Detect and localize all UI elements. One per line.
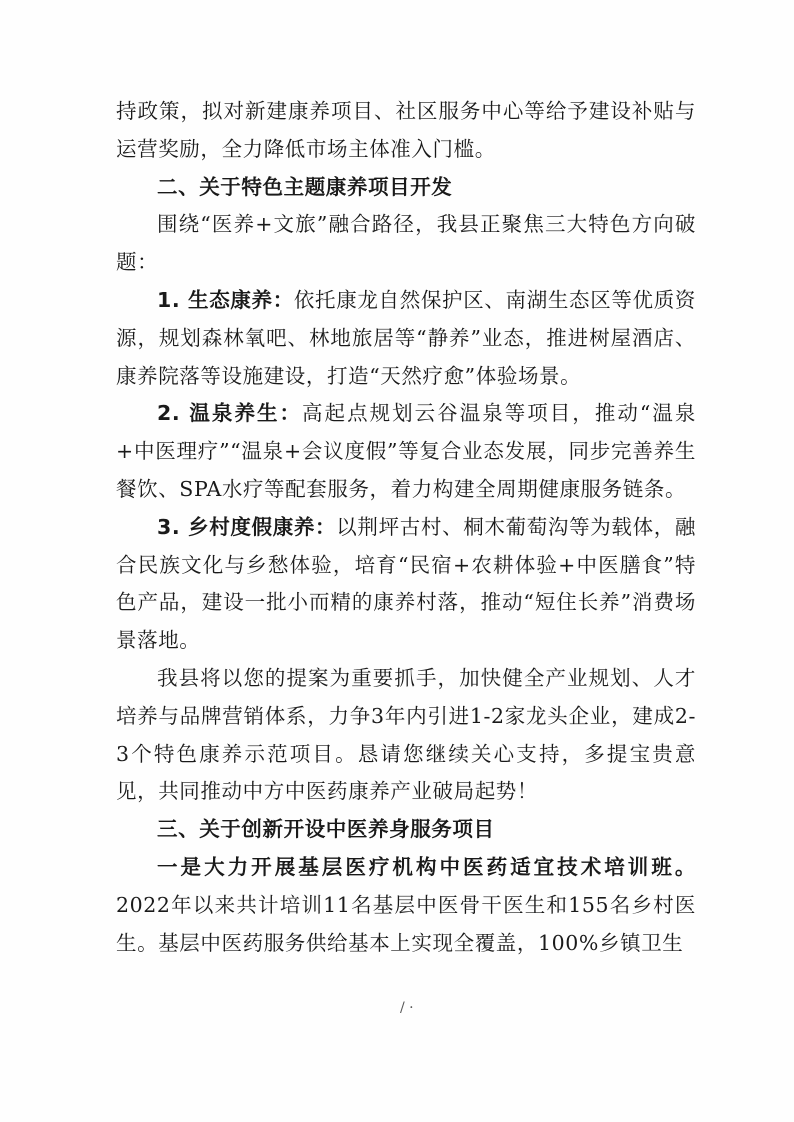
paragraph-lead: 3. 乡村度假康养： xyxy=(157,514,337,539)
paragraph-text: 高起点规划云谷温泉等项目，推动“温泉+中医理疗”“温泉+会议度假”等复合业态发展，同步完善养生餐饮、SPA水疗等配套服务，着力构建全周期健康服务链条。 xyxy=(116,401,696,501)
paragraph-text: 我县将以您的提案为重要抓手，加快健全产业规划、人才培养与品牌营销体系，力争3年内引进1-2家龙头企业，建成2-3个特色康养示范项目。恳请您继续关心支持，多提宝贵意见，共同推动中方中医药康养产业破局起势！ xyxy=(116,665,696,804)
paragraph-lead: 一是大力开展基层医疗机构中医药适宜技术培训班。 xyxy=(157,854,696,879)
paragraph xyxy=(116,93,696,169)
paragraph-text: 依托康龙自然保护区、南湖生态区等优质资源，规划森林氧吧、林地旅居等“静养”业态，推进树屋酒店、康养院落等设施建设，打造“天然疗愈”体验场景。 xyxy=(116,287,696,388)
document-body xyxy=(116,93,696,962)
paragraph-text: 以荆坪古村、桐木葡萄沟等为载体，融合民族文化与乡愁体验，培育“民宿+农耕体验+中医膳食”特色产品，建设一批小而精的康养村落，推动“短住长养”消费场景落地。 xyxy=(116,514,696,653)
paragraph-text: 2022年以来共计培训11名基层中医骨干医生和155名乡村医生。基层中医药服务供给基本上实现全覆盖，100%乡镇卫生 xyxy=(116,892,696,955)
section-heading: 三、关于创新开设中医养身服务项目 xyxy=(157,817,495,842)
section-heading: 二、关于特色主题康养项目开发 xyxy=(157,174,453,199)
paragraph xyxy=(116,509,696,660)
paragraph-lead: 1. 生态康养： xyxy=(157,287,294,312)
paragraph-lead: 2. 温泉养生： xyxy=(157,401,303,426)
paragraph xyxy=(116,282,696,395)
paragraph xyxy=(116,660,696,811)
paragraph-text: 持政策，拟对新建康养项目、社区服务中心等给予建设补贴与运营奖励，全力降低市场主体准入门槛。 xyxy=(116,99,696,161)
paragraph xyxy=(116,206,696,282)
paragraph xyxy=(116,849,696,962)
paragraph xyxy=(116,395,696,508)
paragraph-text: 围绕“医养+文旅”融合路径，我县正聚焦三大特色方向破题： xyxy=(116,212,696,275)
page-number: / · xyxy=(400,1000,414,1016)
